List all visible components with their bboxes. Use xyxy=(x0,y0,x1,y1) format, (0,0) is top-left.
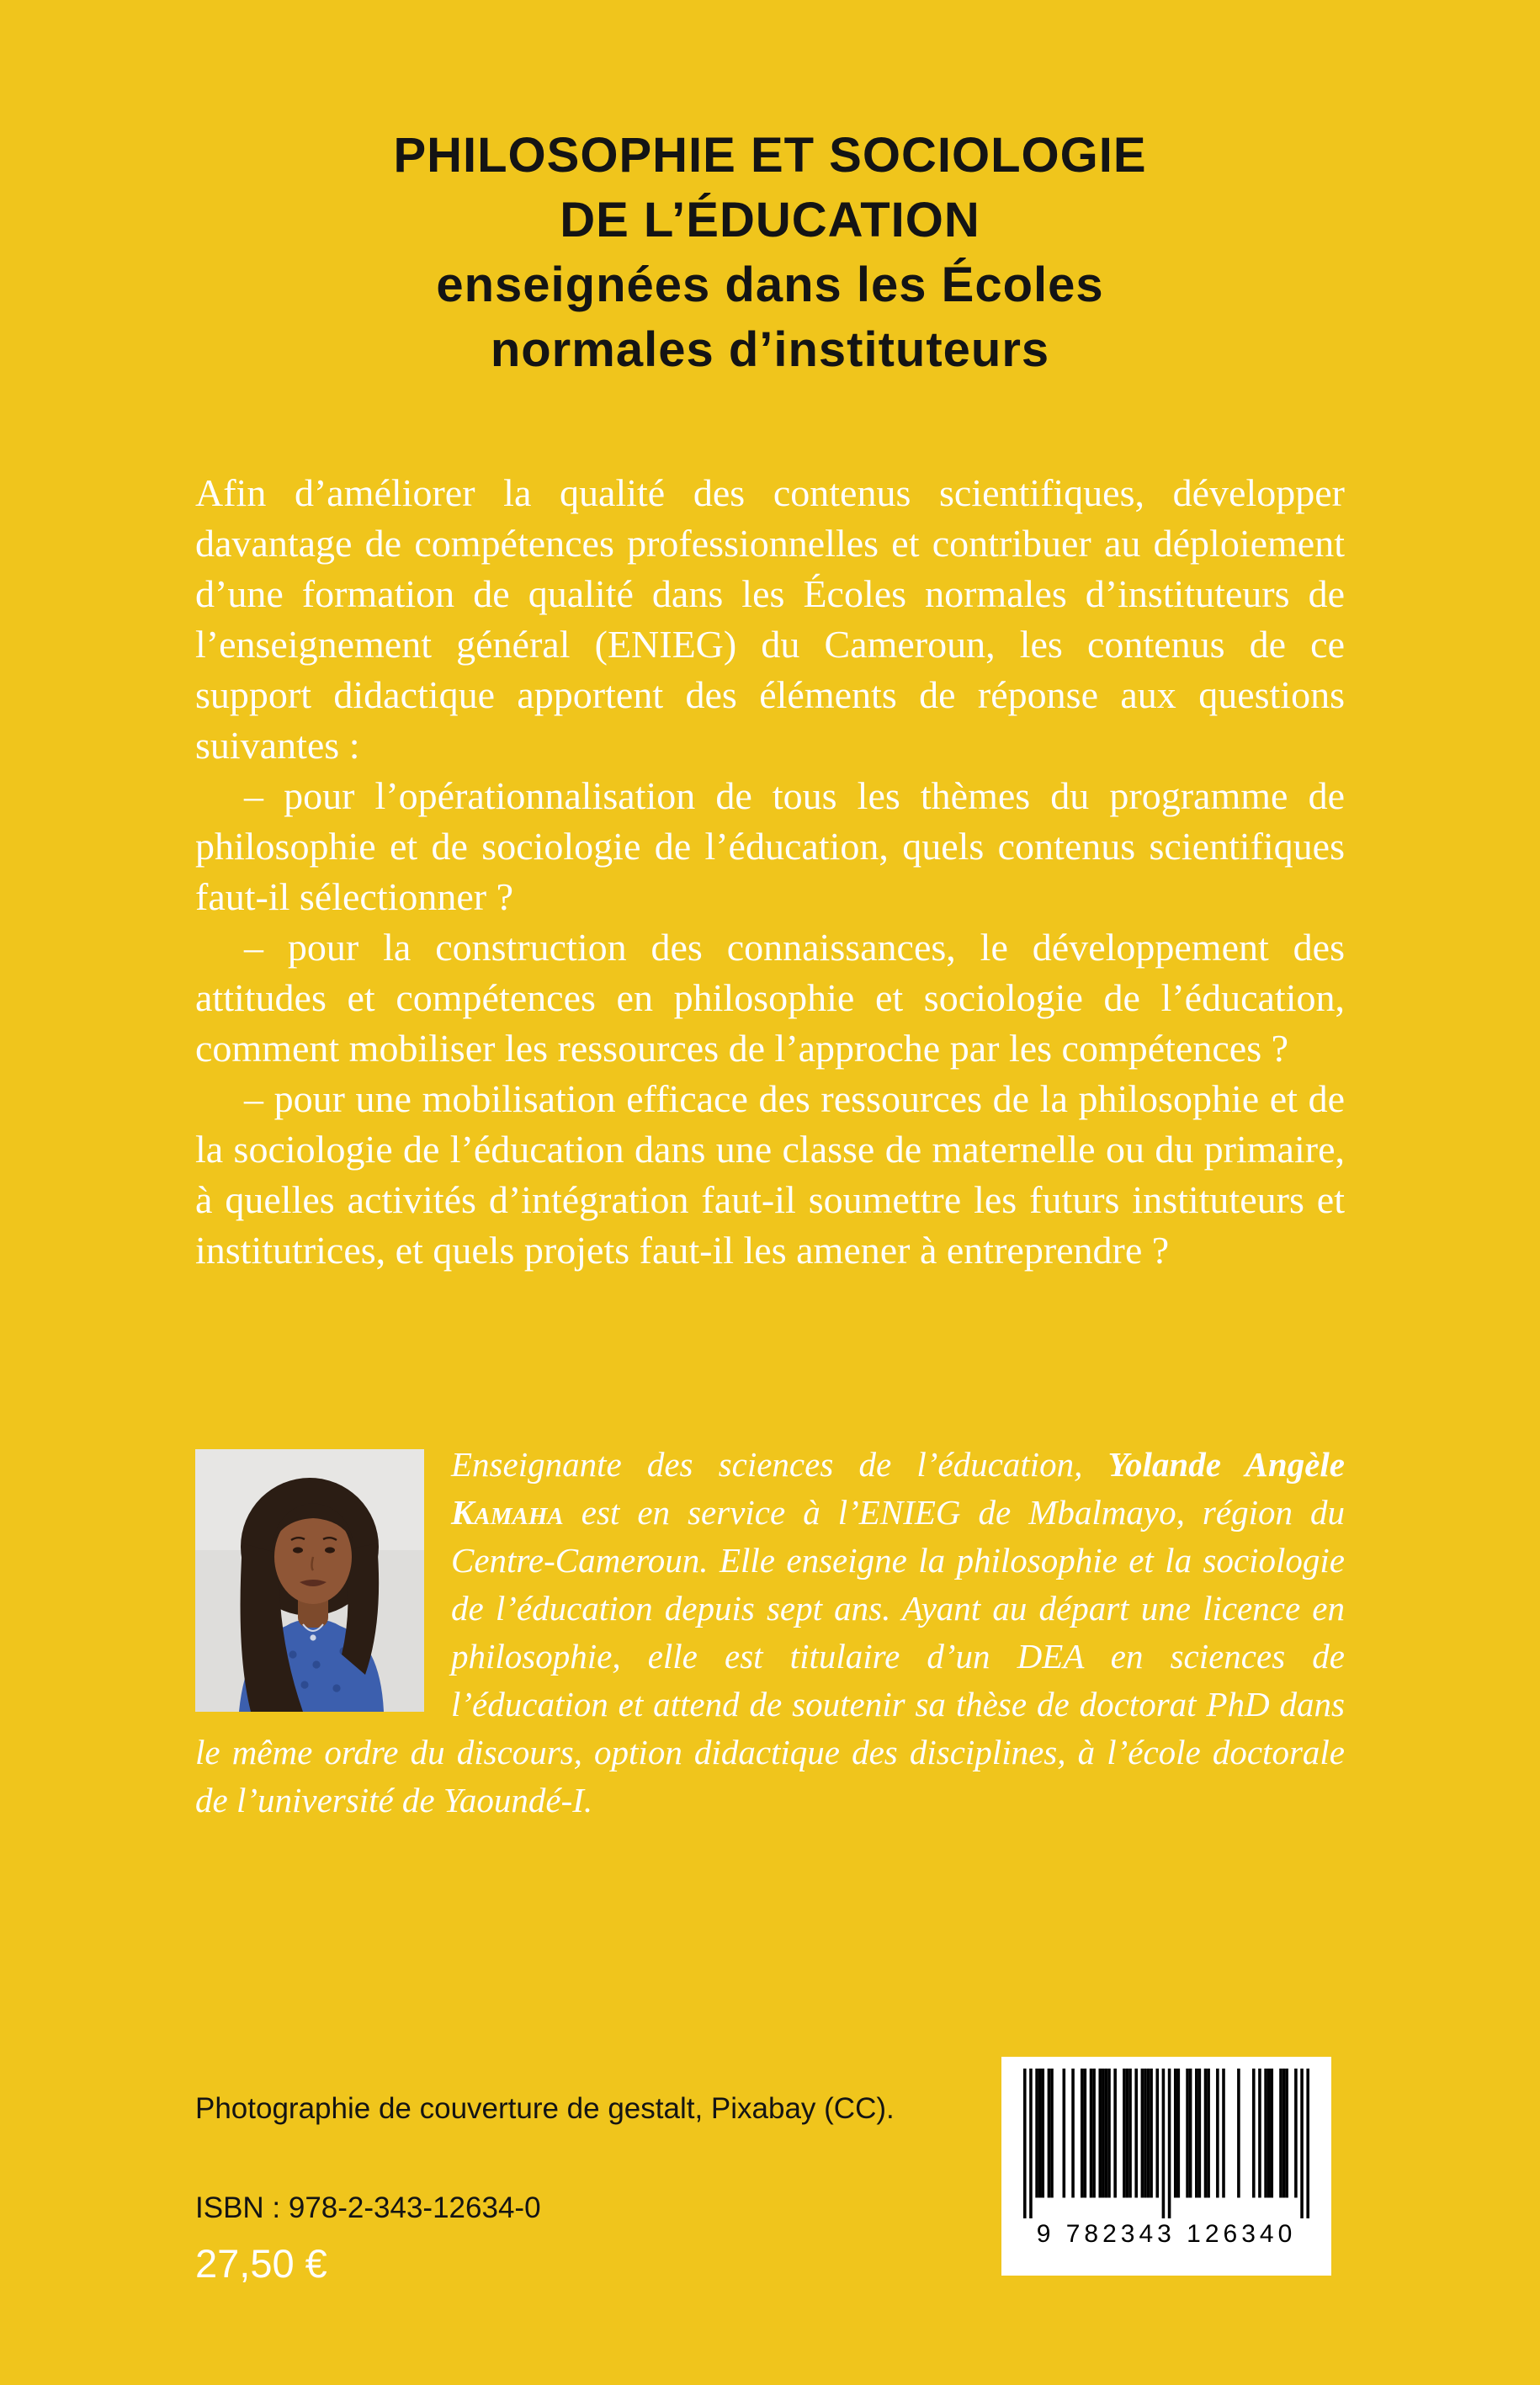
summary-bullet-2: – pour la construction des connaissances, le développement des attitudes et compétences en philosophie et sociologie de l’éducation, comment mobiliser les ressources de l’approche par les compétences ? xyxy=(195,926,1345,1070)
price-text: 27,50 € xyxy=(195,2241,327,2286)
title-line-4: normales d’instituteurs xyxy=(490,322,1050,377)
title-line-3: enseignées dans les Écoles xyxy=(436,258,1104,312)
isbn-text: ISBN : 978-2-343-12634-0 xyxy=(195,2191,541,2224)
bio-rest: est en service à l’ENIEG de Mbalmayo, région du Centre-Cameroun. Elle enseigne la philosophie et la sociologie de l’éducation depuis sept ans. Ayant au départ une licence en philosophie, elle est titulaire d’un DEA en sciences de l’éducation et attend de soutenir sa thèse de doctorat PhD dans le même ordre du discours, option didactique des disciplines, à l’école doctorale de l’université de Yaoundé-I. xyxy=(195,1493,1345,1819)
title-block xyxy=(0,123,1540,382)
barcode-number: 9 782343 126340 xyxy=(1036,2220,1297,2248)
barcode-bars-icon xyxy=(1023,2069,1309,2218)
author-photo xyxy=(195,1449,424,1712)
author-bio xyxy=(195,1441,1345,1825)
bio-intro: Enseignante des sciences de l’éducation, xyxy=(451,1445,1108,1484)
author-name: Yolande Angèle Kamaha xyxy=(451,1445,1345,1532)
barcode xyxy=(1001,2057,1331,2276)
summary-paragraph: Afin d’améliorer la qualité des contenus scientifiques, développer davantage de compétences professionnelles et contribuer au déploiement d’une formation de qualité dans les Écoles normales d’instituteurs de l’enseignement général (ENIEG) du Cameroun, les contenus de ce support didactique apportent des éléments de réponse aux questions suivantes : xyxy=(195,471,1345,767)
title-line-2: DE L’ÉDUCATION xyxy=(560,193,980,247)
summary-bullet-1: – pour l’opérationnalisation de tous les thèmes du programme de philosophie et de sociologie de l’éducation, quels contenus scientifiques faut-il sélectionner ? xyxy=(195,774,1345,918)
title-line-1: PHILOSOPHIE ET SOCIOLOGIE xyxy=(393,128,1147,183)
summary-text xyxy=(195,468,1345,1276)
summary-bullet-3: – pour une mobilisation efficace des ressources de la philosophie et de la sociologie de l’éducation dans une classe de maternelle ou du primaire, à quelles activités d’intégration faut-il soumettre les futurs instituteurs et institutrices, et quels projets faut-il les amener à entreprendre ? xyxy=(195,1077,1345,1272)
photo-credit: Photographie de couverture de gestalt, Pixabay (CC). xyxy=(195,2092,895,2125)
